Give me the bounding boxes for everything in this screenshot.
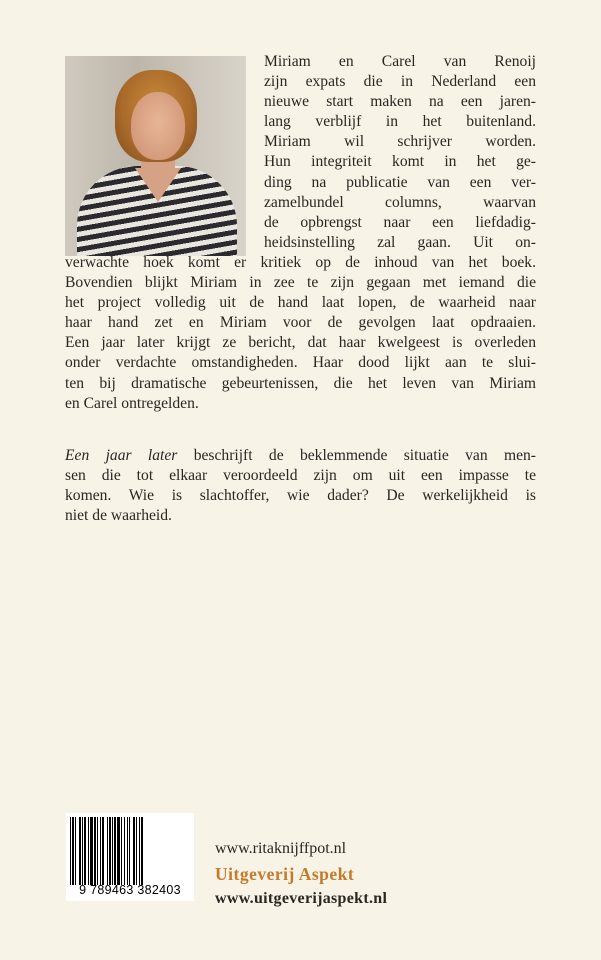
blurb-line: onder verdachte omstandigheden. Haar dood lijkt aan te slui- <box>65 354 536 372</box>
blurb-line: Miriam wil schrijver worden. <box>264 133 536 151</box>
blurb-line: en Carel ontregelden. <box>65 394 199 412</box>
author-photo <box>65 56 246 256</box>
photo-face <box>131 92 185 160</box>
blurb-line: Een jaar later krijgt ze bericht, dat haar kwelgeest is overleden <box>65 334 536 352</box>
barcode-bars <box>70 817 190 885</box>
blurb-line: ding na publicatie van een ver- <box>264 173 536 191</box>
blurb-line: ten bij dramatische gebeurtenissen, die het leven van Miriam <box>65 374 536 392</box>
paragraph2-first-line-rest: beschrijft de beklemmende situatie van men- <box>177 447 536 464</box>
blurb-line: zijn expats die in Nederland een <box>264 73 536 91</box>
blurb-line: haar hand zet en Miriam voor de gevolgen laat opdraaien. <box>65 314 536 332</box>
blurb-line: heidsinstelling zal gaan. Uit on- <box>264 233 536 251</box>
blurb-line: sen die tot elkaar veroordeeld zijn om uit een impasse te <box>65 467 536 485</box>
blurb-line: nieuwe start maken na een jaren- <box>264 93 536 111</box>
blurb-line: lang verblijf in het buitenland. <box>264 113 536 131</box>
photo-neckline <box>135 168 181 202</box>
blurb-line: komen. Wie is slachtoffer, wie dader? De werkelijkheid is <box>65 487 536 505</box>
blurb-line: het project volledig uit de hand laat lopen, de waarheid naar <box>65 294 536 312</box>
isbn-number: 9 789463 382403 <box>79 883 181 897</box>
paragraph2-first-line <box>65 446 536 466</box>
blurb-line: verwachte hoek komt er kritiek op de inhoud van het boek. <box>65 254 536 271</box>
blurb-line: Miriam en Carel van Renoij <box>264 53 536 70</box>
blurb-line: niet de waarheid. <box>65 507 172 525</box>
blurb-full-width <box>65 253 536 414</box>
blurb-paragraph-2 <box>65 446 536 526</box>
blurb-line: Hun integriteit komt in het ge- <box>264 153 536 171</box>
publisher-name: Uitgeverij Aspekt <box>215 864 355 884</box>
barcode-gap <box>143 817 144 885</box>
book-title: Een jaar later <box>65 447 178 464</box>
blurb-beside-photo <box>264 52 536 253</box>
publisher-website[interactable]: www.uitgeverijaspekt.nl <box>215 890 388 907</box>
blurb-line: zamelbundel columns, waarvan <box>264 193 536 211</box>
isbn-barcode <box>66 813 194 901</box>
blurb-line: de opbrengst naar een liefdadig- <box>264 213 536 231</box>
blurb-line: Bovendien blijkt Miriam in zee te zijn gegaan met iemand die <box>65 274 536 292</box>
author-website[interactable]: www.ritaknijffpot.nl <box>215 840 347 857</box>
